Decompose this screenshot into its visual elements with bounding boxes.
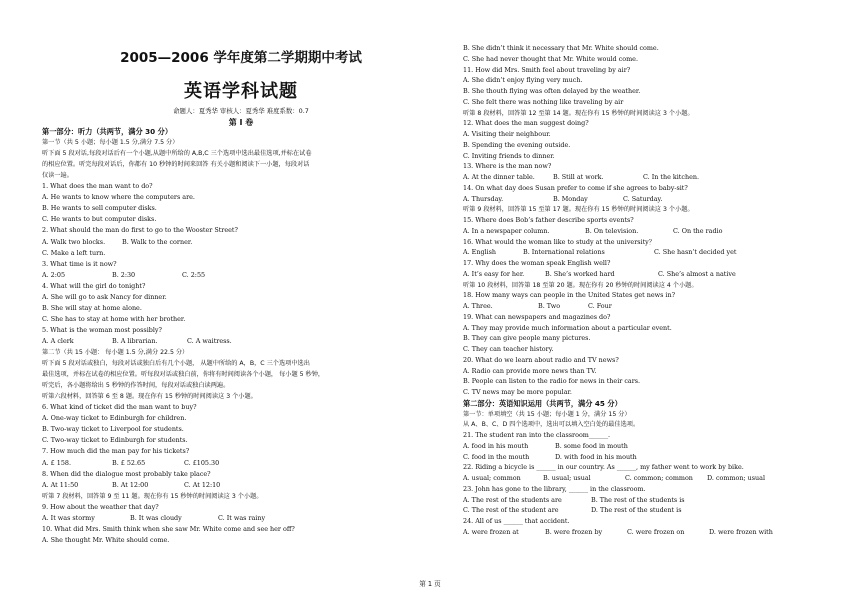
question-text: A. Visiting their neighbour. [463, 130, 551, 138]
instruction-text: 的相应位置。听完每段对话后，你都有 10 秒钟的时间来回答 有关小题和阅读下一小题，每段对话 [42, 161, 310, 169]
option-text: C. 2:55 [182, 270, 206, 279]
question-text: 1. What does the man want to do? [42, 182, 153, 191]
option-text: A. It was stormy [42, 513, 95, 522]
option-text: A. were frozen at [463, 527, 519, 536]
option-text: A. 2:05 [42, 270, 66, 279]
section-heading: 第二部分：英语知识运用（共两节，满分 45 分） [463, 398, 622, 408]
option-text: C. Saturday. [623, 194, 663, 203]
option-row [463, 528, 773, 537]
option-row [463, 227, 722, 236]
option-text: B. At 12:00 [112, 480, 149, 489]
page-number: 第 1 页 [419, 580, 441, 588]
instruction-text: 听第 7 段材料，回答第 9 至 11 题。现在你有 15 秒钟的时间阅读这 3 个小题。 [42, 492, 263, 500]
option-text: B. Walk to the corner. [122, 237, 193, 246]
instruction-text: 听完后，各小题将给出 5 秒钟的作答时间，每段对话或独白读两遍。 [42, 382, 230, 390]
option-row [42, 514, 265, 523]
option-text: B. £ 52.65 [112, 458, 146, 467]
question-text: C. She has to stay at home with her brother. [42, 314, 186, 323]
volume-label: 第 I 卷 [228, 118, 254, 127]
question-text: A. She didn’t enjoy flying very much. [463, 76, 583, 85]
option-text: B. usual; usual [543, 474, 591, 482]
instruction-text: 听第 8 段材料，回答第 12 至第 14 题。现在你有 15 秒钟的时间阅读这 3 个小题。 [463, 109, 694, 117]
question-text: 24. All of us ______ that accident. [463, 517, 570, 525]
instruction-text: 听第六段材料，回答第 6 至 8 题。现在你有 15 秒钟的时间阅读这 3 个小题。 [42, 393, 257, 401]
option-text: C. A waitress. [187, 336, 232, 345]
question-text: 3. What time is it now? [42, 259, 117, 268]
question-text: B. They can give people many pictures. [463, 334, 591, 343]
question-text: B. He wants to sell computer disks. [42, 204, 157, 213]
option-text: A. At the dinner table. [463, 173, 535, 181]
question-text: 12. What does the man suggest doing? [463, 119, 589, 128]
question-text: B. Spending the evening outside. [463, 140, 571, 149]
option-row [42, 271, 205, 280]
option-text: D. with food in his mouth [555, 452, 637, 461]
option-text: D. common; usual [707, 474, 766, 482]
option-row [463, 474, 765, 483]
option-row [463, 173, 699, 182]
option-text: C. At 12:10 [184, 480, 221, 489]
option-row [463, 496, 685, 505]
option-row [463, 453, 637, 462]
option-text: B. Still at work. [553, 173, 604, 181]
author-line: 命题人：夏秀华 审核人：夏秀华 难度系数：0.7 [173, 107, 309, 115]
question-text: 20. What do we learn about radio and TV news? [463, 355, 619, 364]
option-row [42, 337, 232, 346]
option-text: A. £ 158. [42, 458, 72, 467]
question-text: C. Inviting friends to dinner. [463, 151, 555, 160]
question-text: 11. How did Mrs. Smith feel about traveling by air? [463, 65, 631, 74]
option-text: B. It was cloudy [130, 513, 182, 522]
option-text: C. In the kitchen. [643, 173, 700, 181]
option-text: B. On television. [585, 226, 639, 235]
option-text: B. Two [538, 302, 561, 310]
option-text: A. A clerk [42, 336, 74, 345]
option-text: A. English [463, 248, 497, 257]
question-text: 14. On what day does Susan prefer to come if she agrees to baby-sit? [463, 183, 688, 192]
instruction-text: 第一节（共 5 小题；每小题 1.5 分,满分 7.5 分） [42, 139, 179, 147]
option-row [463, 302, 612, 311]
question-text: C. He wants to but computer disks. [42, 215, 157, 224]
option-row [463, 506, 681, 515]
question-text: 9. How about the weather that day? [42, 502, 159, 511]
option-text: A. The rest of the students are [463, 495, 562, 504]
instruction-text: 第一节：单项填空（共 15 小题；每小题 1 分，满分 15 分） [463, 410, 631, 418]
instruction-text: 听下面 5 段对话或独白，每段对话或独白后有几个小题， 从题中所给的 A，B，C 三个选项中选出 [42, 360, 310, 368]
instruction-text: 最佳选项，并标在试卷的相应位置。听每段对话或独白前，你将有时间阅读各个小题， 每小题 5 秒钟， [42, 371, 325, 379]
option-text: C. It was rainy [218, 513, 266, 522]
question-text: 22. Riding a bicycle is ______ in our country. As ______, my father went to work by bike. [463, 463, 744, 472]
option-row [42, 481, 220, 490]
question-text: A. She will go to ask Nancy for dinner. [42, 292, 167, 301]
question-text: 23. John has gone to the library, ______ in the classroom. [463, 484, 646, 493]
option-text: B. A librarian. [112, 336, 158, 345]
section-heading: 第一部分：听力（共两节，满分 30 分） [42, 127, 173, 136]
instruction-text: 第二节（共 15 小题： 每小题 1.5 分,满分 22.5 分） [42, 349, 189, 356]
option-text: A. Walk two blocks. [42, 237, 106, 246]
question-text: C. Two-way ticket to Edinburgh for students. [42, 436, 188, 445]
option-text: C. common; common [625, 474, 693, 482]
option-text: C. She hasn’t decided yet [654, 248, 737, 257]
option-text: B. some food in mouth [555, 441, 628, 450]
question-text: 18. How many ways can people in the United States get news in? [463, 291, 676, 300]
question-text: B. She thouth flying was often delayed by the weather. [463, 87, 641, 95]
question-text: C. She felt there was nothing like traveling by air [463, 97, 624, 106]
option-text: A. At 11:50 [42, 480, 79, 489]
option-row [463, 248, 736, 257]
question-text: A. She thought Mr. White should come. [42, 535, 170, 544]
option-text: C. £105.30 [184, 458, 220, 467]
option-text: C. Four [588, 302, 612, 310]
option-text: A. food in his mouth [463, 441, 529, 450]
question-text: 2. What should the man do first to go to the Wooster Street? [42, 226, 238, 235]
question-text: 4. What will the girl do tonight? [42, 281, 146, 290]
instruction-text: 仅读一遍。 [42, 172, 73, 180]
question-text: 5. What is the woman most possibly? [42, 325, 162, 334]
option-text: D. were frozen with [709, 527, 773, 536]
option-text: B. The rest of the students is [591, 495, 685, 504]
option-row [463, 270, 736, 279]
option-text: A. usual; common [463, 474, 521, 482]
option-text: B. She’s worked hard [545, 269, 615, 278]
question-text: 7. How much did the man pay for his tickets? [42, 447, 190, 456]
question-text: 19. What can newspapers and magazines do? [463, 312, 611, 321]
question-text: B. Two-way ticket to Liverpool for students. [42, 425, 184, 434]
option-text: C. food in the mouth [463, 452, 530, 461]
instruction-text: 从 A、B、C、D 四个选项中，选出可以填入空白处的最佳选项。 [463, 421, 640, 429]
option-row [463, 195, 662, 204]
question-text: C. She had never thought that Mr. White would come. [463, 54, 638, 63]
option-text: B. Monday [553, 194, 588, 203]
instruction-text: 听下面 5 段对话,每段对话后有一个小题,从题中所给的 A,B,C 三个选项中选出最佳选项,并标在试卷 [42, 150, 312, 158]
option-text: C. were frozen on [627, 527, 685, 536]
instruction-text: 听第 9 段材料，回答第 15 至第 17 题。现在你有 15 秒钟的时间阅读这 3 个小题。 [463, 206, 694, 214]
instruction-text: 听第 10 段材料，回答第 18 至第 20 题。现在你有 20 秒钟的时间阅读这 4 个小题。 [463, 281, 698, 289]
option-text: A. It’s easy for her. [463, 269, 525, 278]
exam-subject-title: 英语学科试题 [184, 81, 298, 102]
question-text: 16. What would the woman like to study at the university？ [463, 237, 656, 246]
question-text: 6. What kind of ticket did the man want to buy? [42, 403, 197, 412]
question-text: C. TV news may be more popular. [463, 388, 572, 396]
question-text: B. She didn’t think it necessary that Mr. White should come. [463, 44, 659, 52]
question-text: 8. When did the dialogue most probably take place? [42, 469, 211, 478]
question-text: C. Make a left turn. [42, 248, 106, 257]
option-row [42, 459, 219, 468]
question-text: 13. Where is the man now? [463, 162, 552, 171]
question-text: A. He wants to know where the computers are. [42, 193, 195, 202]
option-text: C. On the radio [673, 226, 723, 235]
option-text: B. International relations [523, 248, 605, 257]
exam-title: 2005—2006 学年度第二学期期中考试 [120, 50, 362, 66]
question-text: C. They can teacher history. [463, 345, 554, 353]
question-text: A. Radio can provide more news than TV. [463, 366, 597, 375]
option-text: A. In a newspaper column. [463, 226, 550, 235]
option-text: C. She’s almost a native [658, 269, 736, 278]
question-text: 10. What did Mrs. Smith think when she saw Mr. White come and see her off? [42, 524, 295, 533]
option-row [42, 238, 192, 247]
question-text: 15. Where does Bob’s father describe sports events? [463, 216, 634, 224]
question-text: A. One-way ticket to Edinburgh for children. [42, 414, 187, 423]
option-text: A. Thursday. [463, 194, 504, 203]
option-text: A. Three. [463, 302, 493, 310]
option-text: C. The rest of the student are [463, 506, 559, 515]
option-text: B. 2:30 [112, 270, 136, 279]
option-row [463, 442, 628, 451]
question-text: 17. Why does the woman speak English well? [463, 259, 611, 267]
question-text: B. People can listen to the radio for news in their cars. [463, 377, 641, 386]
question-text: B. She will stay at home alone. [42, 303, 142, 312]
option-text: D. The rest of the student is [591, 506, 682, 515]
option-text: B. were frozen by [545, 527, 603, 536]
question-text: A. They may provide much information about a particular event. [463, 323, 672, 332]
question-text: 21. The student ran into the classroom______. [463, 431, 611, 439]
